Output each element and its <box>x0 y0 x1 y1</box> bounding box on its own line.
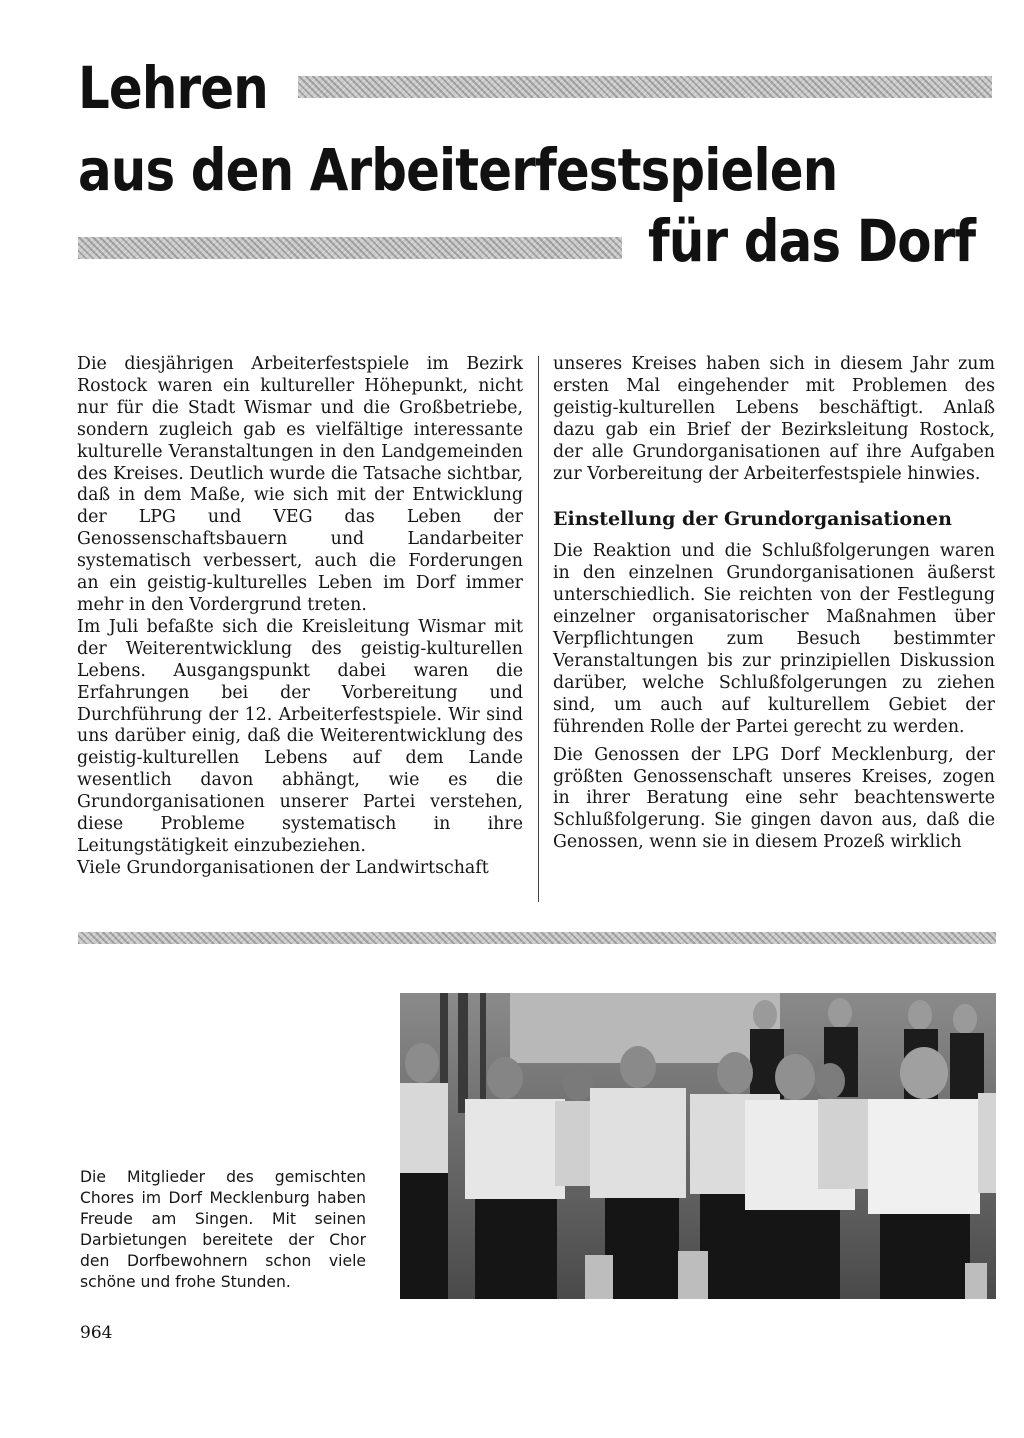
column-divider <box>538 356 539 902</box>
headline-line-3: für das Dorf <box>648 207 976 275</box>
paragraph: unseres Kreises haben sich in diesem Jahr zum ersten Mal eingehender mit Problemen des geistig-kulturellen Lebens beschäftigt. Anlaß dazu gab ein Brief der Bezirksleitung Rostock, der alle Grundorganisationen auf ihre Aufgaben zur Vorbereitung der Arbeiterfestspiele hinwies. <box>553 354 995 484</box>
headline-line-1: Lehren <box>78 54 268 122</box>
paragraph: Die Genossen der LPG Dorf Mecklenburg, der größten Genossenschaft unseres Kreises, zogen in ihrer Beratung eine sehr beachtenswerte Schlußfolgerung. Sie gingen davon aus, daß die Genossen, wenn sie in diesem Prozeß wirklich <box>553 744 995 853</box>
section-subheading: Einstellung der Grundorganisationen <box>553 508 952 531</box>
paragraph: Viele Grundorganisationen der Landwirtschaft <box>77 857 489 878</box>
headline-line-2: aus den Arbeiterfestspielen <box>78 136 838 204</box>
paragraph: Im Juli befaßte sich die Kreisleitung Wismar mit der Weiterentwicklung des geistig-kulturellen Lebens. Ausgangspunkt dabei waren die Erfahrungen bei der Vorbereitung und Durchführung der 12. Arbeiterfestspiele. Wir sind uns darüber einig, daß die Weiterentwicklung des geistig-kulturellen Lebens auf dem Lande wesentlich davon abhängt, wie es die Grundorganisationen unserer Partei verstehen, diese Probleme systematisch in ihre Leitungstätigkeit einzubeziehen. <box>77 616 523 856</box>
choir-photo-illustration <box>400 993 996 1299</box>
photo-caption: Die Mitglieder des gemischten Chores im Dorf Mecklenburg haben Freude am Singen. Mit seinen Darbietungen bereitete der Chor den Dorfbewohnern schon viele schöne und frohe Stunden. <box>80 1168 366 1291</box>
article-column-right <box>553 354 995 854</box>
article-column-left <box>77 354 523 880</box>
decorative-band-middle <box>78 237 622 259</box>
paragraph: Die diesjährigen Arbeiterfestspiele im Bezirk Rostock waren ein kultureller Höhepunkt, nicht nur für die Stadt Wismar und die Großbetriebe, sondern zugleich gab es vielfältige interessante kulturelle Veranstaltungen in den Landgemeinden des Kreises. Deutlich wurde die Tatsache sichtbar, daß in dem Maße, wie sich mit der Entwicklung der LPG und VEG das Leben der Genossenschaftsbauern und Landarbeiter systematisch verbessert, auch die Forderungen an ein geistig-kulturelles Leben im Dorf immer mehr in den Vordergrund treten. <box>77 354 523 615</box>
choir-photo <box>400 993 996 1299</box>
paragraph: Die Reaktion und die Schlußfolgerungen waren in den einzelnen Grundorganisationen äußerst unterschiedlich. Sie reichten von der Festlegung einzelner organisatorischer Maßnahmen über Verpflichtungen zum Besuch bestimmter Veranstaltungen bis zur prinzipiellen Diskussion darüber, welche Schlußfolgerungen zu ziehen sind, um auch auf kulturellem Gebiet der führenden Rolle der Partei gerecht zu werden. <box>553 541 995 737</box>
decorative-band-separator <box>78 932 996 944</box>
decorative-band-top <box>298 76 992 98</box>
page-number: 964 <box>80 1323 113 1343</box>
